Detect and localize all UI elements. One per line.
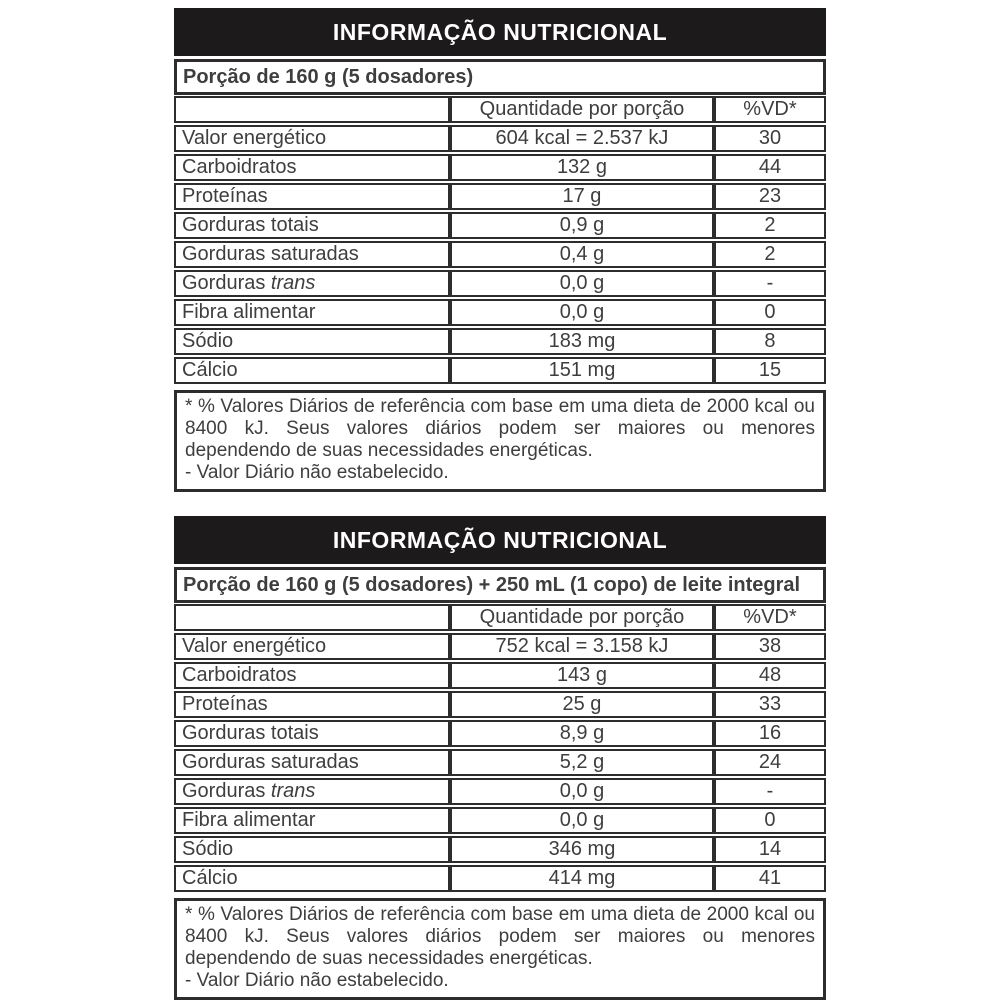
vd-cell: 0 <box>714 807 826 834</box>
nutrient-name-cell: Carboidratos <box>174 154 450 181</box>
quantity-cell: 183 mg <box>450 328 714 355</box>
nutrition-facts-table <box>174 94 826 386</box>
table-row <box>174 778 826 805</box>
nutrition-table-1 <box>174 8 826 492</box>
vd-cell: 2 <box>714 212 826 239</box>
quantity-cell: 25 g <box>450 691 714 718</box>
quantity-cell: 143 g <box>450 662 714 689</box>
vd-cell: 24 <box>714 749 826 776</box>
quantity-column-header: Quantidade por porção <box>450 96 714 123</box>
vd-cell: 16 <box>714 720 826 747</box>
column-header-row <box>174 604 826 631</box>
footnote-text: * % Valores Diários de referência com base em uma dieta de 2000 kcal ou 8400 kJ. Seus valores diários podem ser maiores ou menores dependendo de suas necessidades energéticas. <box>185 396 815 461</box>
vd-cell: 14 <box>714 836 826 863</box>
quantity-cell: 0,0 g <box>450 299 714 326</box>
nutrient-name-cell: Gorduras saturadas <box>174 749 450 776</box>
table-row <box>174 357 826 384</box>
portion-row: Porção de 160 g (5 dosadores) <box>174 59 826 95</box>
quantity-cell: 604 kcal = 2.537 kJ <box>450 125 714 152</box>
vd-cell: 48 <box>714 662 826 689</box>
vd-cell: 30 <box>714 125 826 152</box>
vd-cell: 44 <box>714 154 826 181</box>
nutrition-table-2 <box>174 516 826 1000</box>
footnote-box <box>174 390 826 492</box>
vd-cell: - <box>714 270 826 297</box>
table-row <box>174 691 826 718</box>
quantity-cell: 132 g <box>450 154 714 181</box>
table-row <box>174 270 826 297</box>
table-title: INFORMAÇÃO NUTRICIONAL <box>174 8 826 56</box>
nutrient-name-cell: Carboidratos <box>174 662 450 689</box>
vd-column-header: %VD* <box>714 96 826 123</box>
table-row <box>174 241 826 268</box>
quantity-cell: 0,0 g <box>450 778 714 805</box>
vd-cell: 38 <box>714 633 826 660</box>
table-row <box>174 299 826 326</box>
nutrient-name-cell: Sódio <box>174 836 450 863</box>
column-header-row <box>174 96 826 123</box>
quantity-cell: 414 mg <box>450 865 714 892</box>
nutrient-name-cell: Valor energético <box>174 125 450 152</box>
quantity-column-header: Quantidade por porção <box>450 604 714 631</box>
quantity-cell: 0,0 g <box>450 270 714 297</box>
table-title: INFORMAÇÃO NUTRICIONAL <box>174 516 826 564</box>
table-row <box>174 865 826 892</box>
vd-cell: - <box>714 778 826 805</box>
table-row <box>174 836 826 863</box>
table-row <box>174 633 826 660</box>
vd-cell: 0 <box>714 299 826 326</box>
quantity-cell: 5,2 g <box>450 749 714 776</box>
vd-cell: 15 <box>714 357 826 384</box>
nutrient-name-cell: Proteínas <box>174 183 450 210</box>
nutrient-name-cell: Fibra alimentar <box>174 299 450 326</box>
footnote-text: * % Valores Diários de referência com base em uma dieta de 2000 kcal ou 8400 kJ. Seus valores diários podem ser maiores ou menores dependendo de suas necessidades energéticas. <box>185 904 815 969</box>
table-row <box>174 125 826 152</box>
nutrition-facts-table <box>174 602 826 894</box>
empty-header-cell <box>174 604 450 631</box>
nutrient-name-cell: Gorduras totais <box>174 212 450 239</box>
table-row <box>174 662 826 689</box>
nutrient-name-cell: Cálcio <box>174 357 450 384</box>
nutrition-labels <box>174 8 826 1000</box>
table-row <box>174 720 826 747</box>
nutrient-name-cell: Gorduras saturadas <box>174 241 450 268</box>
table-row <box>174 807 826 834</box>
quantity-cell: 17 g <box>450 183 714 210</box>
vd-cell: 33 <box>714 691 826 718</box>
quantity-cell: 151 mg <box>450 357 714 384</box>
nutrient-name-cell: Gorduras trans <box>174 778 450 805</box>
quantity-cell: 8,9 g <box>450 720 714 747</box>
vd-cell: 2 <box>714 241 826 268</box>
quantity-cell: 346 mg <box>450 836 714 863</box>
footnote-dash-text: - Valor Diário não estabelecido. <box>185 462 449 483</box>
vd-cell: 41 <box>714 865 826 892</box>
vd-column-header: %VD* <box>714 604 826 631</box>
quantity-cell: 752 kcal = 3.158 kJ <box>450 633 714 660</box>
nutrient-name-cell: Gorduras totais <box>174 720 450 747</box>
nutrient-name-cell: Cálcio <box>174 865 450 892</box>
vd-cell: 8 <box>714 328 826 355</box>
quantity-cell: 0,0 g <box>450 807 714 834</box>
table-row <box>174 328 826 355</box>
empty-header-cell <box>174 96 450 123</box>
footnote-dash-text: - Valor Diário não estabelecido. <box>185 970 449 991</box>
vd-cell: 23 <box>714 183 826 210</box>
footnote-box <box>174 898 826 1000</box>
table-row <box>174 183 826 210</box>
table-row <box>174 212 826 239</box>
nutrient-name-cell: Proteínas <box>174 691 450 718</box>
quantity-cell: 0,9 g <box>450 212 714 239</box>
quantity-cell: 0,4 g <box>450 241 714 268</box>
nutrient-name-cell: Fibra alimentar <box>174 807 450 834</box>
nutrient-name-cell: Sódio <box>174 328 450 355</box>
nutrient-name-cell: Gorduras trans <box>174 270 450 297</box>
table-row <box>174 154 826 181</box>
portion-row: Porção de 160 g (5 dosadores) + 250 mL (1 copo) de leite integral <box>174 567 826 603</box>
nutrient-name-cell: Valor energético <box>174 633 450 660</box>
table-row <box>174 749 826 776</box>
